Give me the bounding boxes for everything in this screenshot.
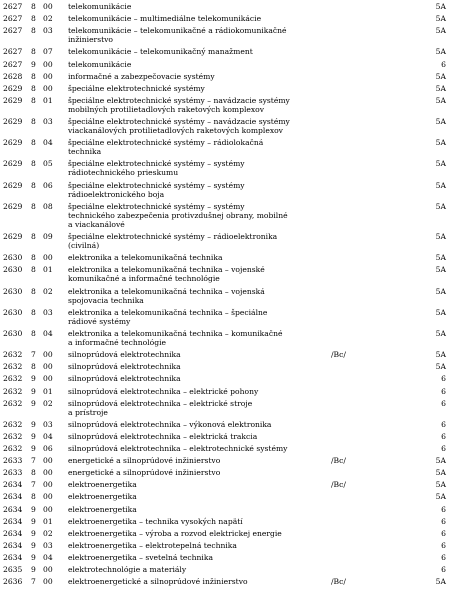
code-level: 8 — [31, 138, 36, 148]
isced-level: 5A — [435, 456, 446, 466]
code-sub: 00 — [43, 2, 53, 11]
code-sub: 04 — [43, 552, 53, 562]
table-row — [0, 26, 457, 44]
isced-level: 5A — [435, 26, 446, 36]
code-sub: 07 — [43, 47, 53, 57]
code-level: 9 — [31, 374, 36, 384]
table-row — [0, 2, 457, 11]
isced-level: 5A — [435, 480, 446, 490]
code-sub: 02 — [43, 398, 53, 408]
field-name-line: silnoprúdová elektrotechnika – elektrická trakcia — [68, 431, 258, 441]
table-row — [0, 159, 457, 177]
code-sub: 03 — [43, 117, 53, 126]
field-name-line: elektronika a telekomunikačná technika – komunikačné — [68, 329, 283, 338]
code-main: 2627 — [3, 47, 23, 57]
field-name — [68, 577, 330, 586]
table-row — [0, 374, 457, 383]
code-sub: 09 — [43, 232, 53, 242]
field-name-line: silnoprúdová elektrotechnika — [68, 350, 181, 360]
degree-mark: /Bc/ — [331, 480, 346, 490]
field-name — [68, 374, 330, 383]
code-sub: 02 — [43, 528, 53, 538]
table-row — [0, 420, 457, 429]
code-sub: 00 — [43, 565, 53, 574]
field-name-line: špeciálne elektrotechnické systémy – navádzacie systémy — [68, 95, 290, 105]
field-name — [68, 399, 330, 417]
field-name — [68, 529, 330, 538]
code-main: 2627 — [3, 14, 23, 24]
isced-level: 6 — [441, 516, 446, 526]
field-name — [68, 2, 330, 11]
field-name-line: telekomunikácie – telekomunikačný manažment — [68, 47, 253, 57]
field-name — [68, 72, 330, 81]
field-name — [68, 565, 330, 574]
isced-level: 5A — [435, 307, 446, 317]
field-name-line: telekomunikácie — [68, 59, 132, 69]
table-row — [0, 181, 457, 199]
code-sub: 01 — [43, 95, 53, 105]
table-row — [0, 308, 457, 326]
field-name — [68, 26, 330, 44]
isced-level: 6 — [441, 565, 446, 574]
code-main: 2632 — [3, 386, 23, 396]
field-name-line: (civilná) — [68, 241, 100, 251]
code-sub: 05 — [43, 159, 53, 169]
code-sub: 00 — [43, 577, 53, 587]
code-main: 2629 — [3, 83, 23, 93]
code-sub: 04 — [43, 138, 53, 148]
isced-level: 6 — [441, 386, 446, 396]
isced-level: 5A — [435, 83, 446, 93]
table-row — [0, 432, 457, 441]
field-name-line: špeciálne elektrotechnické systémy – systémy — [68, 180, 245, 190]
code-sub: 04 — [43, 329, 53, 338]
code-sub: 03 — [43, 26, 53, 36]
field-name-line: silnoprúdová elektrotechnika — [68, 374, 181, 384]
field-name-line: špeciálne elektrotechnické systémy – rádiolokačná — [68, 138, 264, 148]
code-main: 2632 — [3, 362, 23, 372]
degree-mark: /Bc/ — [331, 577, 346, 587]
isced-level: 6 — [441, 59, 446, 69]
field-name-line: silnoprúdová elektrotechnika – elektrické stroje — [68, 398, 253, 408]
code-sub: 03 — [43, 540, 53, 550]
code-sub: 00 — [43, 71, 53, 81]
field-name — [68, 517, 330, 526]
code-main: 2634 — [3, 492, 23, 502]
field-name — [68, 117, 330, 135]
isced-level: 6 — [441, 504, 446, 514]
code-main: 2634 — [3, 516, 23, 526]
field-name-line: inžinierstvo — [68, 35, 114, 45]
table-row — [0, 72, 457, 81]
degree-mark: /Bc/ — [331, 456, 346, 466]
field-name — [68, 181, 330, 199]
code-main: 2630 — [3, 329, 23, 338]
table-row — [0, 117, 457, 135]
field-name — [68, 432, 330, 441]
code-level: 8 — [31, 307, 36, 317]
field-name-line: spojovacia technika — [68, 295, 144, 305]
code-level: 9 — [31, 504, 36, 514]
code-sub: 08 — [43, 201, 53, 211]
table-row — [0, 541, 457, 550]
table-row — [0, 399, 457, 417]
field-name — [68, 138, 330, 156]
code-sub: 04 — [43, 431, 53, 441]
code-level: 8 — [31, 362, 36, 372]
code-level: 8 — [31, 83, 36, 93]
isced-level: 5A — [435, 253, 446, 263]
table-row — [0, 329, 457, 347]
code-level: 8 — [31, 26, 36, 36]
code-level: 9 — [31, 431, 36, 441]
code-level: 8 — [31, 329, 36, 338]
code-main: 2628 — [3, 71, 23, 81]
isced-level: 5A — [435, 286, 446, 296]
code-sub: 00 — [43, 374, 53, 384]
field-name — [68, 362, 330, 371]
code-level: 8 — [31, 95, 36, 105]
field-name-line: špeciálne elektrotechnické systémy — [68, 83, 205, 93]
code-level: 8 — [31, 468, 36, 478]
isced-level: 5A — [435, 117, 446, 126]
field-name-line: elektronika a telekomunikačná technika – špeciálne — [68, 307, 268, 317]
code-sub: 00 — [43, 350, 53, 360]
code-main: 2630 — [3, 265, 23, 275]
table-row — [0, 577, 457, 586]
isced-level: 5A — [435, 201, 446, 211]
field-name-line: a viackanálové — [68, 219, 125, 229]
code-main: 2629 — [3, 159, 23, 169]
code-main: 2634 — [3, 480, 23, 490]
isced-level: 5A — [435, 180, 446, 190]
isced-level: 5A — [435, 138, 446, 148]
code-level: 8 — [31, 159, 36, 169]
code-sub: 00 — [43, 253, 53, 263]
code-main: 2633 — [3, 456, 23, 466]
isced-level: 5A — [435, 350, 446, 360]
field-name-line: silnoprúdová elektrotechnika – elektrotechnické systémy — [68, 444, 288, 453]
code-main: 2632 — [3, 350, 23, 360]
isced-level: 5A — [435, 362, 446, 372]
isced-level: 6 — [441, 540, 446, 550]
isced-level: 5A — [435, 265, 446, 275]
isced-level: 5A — [435, 468, 446, 478]
isced-level: 5A — [435, 232, 446, 242]
code-main: 2634 — [3, 528, 23, 538]
table-row — [0, 287, 457, 305]
field-name-line: mobilných protilietadlových raketových komplexov — [68, 104, 265, 114]
isced-level: 5A — [435, 71, 446, 81]
code-level: 9 — [31, 59, 36, 69]
field-name — [68, 265, 330, 283]
isced-level: 6 — [441, 398, 446, 408]
code-level: 9 — [31, 444, 36, 453]
field-name-line: technika — [68, 147, 102, 157]
table-row — [0, 84, 457, 93]
code-sub: 02 — [43, 14, 53, 24]
field-name-line: elektronika a telekomunikačná technika – vojenské — [68, 265, 265, 275]
table-row — [0, 480, 457, 489]
table-row — [0, 232, 457, 250]
code-level: 8 — [31, 71, 36, 81]
code-main: 2629 — [3, 201, 23, 211]
table-row — [0, 265, 457, 283]
code-main: 2629 — [3, 138, 23, 148]
code-level: 7 — [31, 577, 36, 587]
code-sub: 01 — [43, 265, 53, 275]
isced-level: 6 — [441, 444, 446, 453]
isced-level: 6 — [441, 552, 446, 562]
field-name — [68, 387, 330, 396]
code-main: 2630 — [3, 286, 23, 296]
field-name-line: elektroenergetika — [68, 480, 137, 490]
field-name-line: technického zabezpečenia protivzdušnej obrany, mobilné — [68, 210, 288, 220]
field-name-line: elektrotechnológie a materiály — [68, 565, 187, 574]
code-sub: 00 — [43, 362, 53, 372]
code-level: 9 — [31, 398, 36, 408]
field-name-line: komunikačné a informačné technológie — [68, 274, 220, 284]
field-name-line: elektronika a telekomunikačná technika – vojenská — [68, 286, 265, 296]
code-sub: 00 — [43, 504, 53, 514]
isced-level: 6 — [441, 374, 446, 384]
code-main: 2634 — [3, 540, 23, 550]
code-main: 2629 — [3, 232, 23, 242]
field-name — [68, 14, 330, 23]
code-level: 7 — [31, 480, 36, 490]
field-name-line: špeciálne elektrotechnické systémy – systémy — [68, 201, 245, 211]
field-name — [68, 60, 330, 69]
field-name — [68, 505, 330, 514]
table-row — [0, 60, 457, 69]
code-level: 8 — [31, 492, 36, 502]
field-name-line: energetické a silnoprúdové inžinierstvo — [68, 468, 221, 478]
code-level: 9 — [31, 516, 36, 526]
code-level: 8 — [31, 265, 36, 275]
field-name — [68, 253, 330, 262]
field-name-line: rádiové systémy — [68, 316, 131, 326]
isced-level: 5A — [435, 159, 446, 169]
code-sub: 03 — [43, 419, 53, 429]
degree-mark: /Bc/ — [331, 350, 346, 360]
isced-level: 5A — [435, 47, 446, 57]
code-sub: 00 — [43, 480, 53, 490]
code-sub: 01 — [43, 516, 53, 526]
table-row — [0, 529, 457, 538]
field-name — [68, 553, 330, 562]
field-name-line: viackanálových protilietadlových raketových komplexov — [68, 126, 283, 136]
code-main: 2634 — [3, 552, 23, 562]
code-level: 8 — [31, 253, 36, 263]
field-name — [68, 47, 330, 56]
code-level: 9 — [31, 528, 36, 538]
field-name — [68, 232, 330, 250]
code-main: 2632 — [3, 419, 23, 429]
table-row — [0, 492, 457, 501]
code-main: 2632 — [3, 398, 23, 408]
table-row — [0, 505, 457, 514]
table-row — [0, 47, 457, 56]
field-name — [68, 420, 330, 429]
code-level: 9 — [31, 540, 36, 550]
table-row — [0, 387, 457, 396]
table-row — [0, 468, 457, 477]
code-level: 8 — [31, 180, 36, 190]
field-name-line: rádiotechnického prieskumu — [68, 168, 179, 178]
code-main: 2635 — [3, 565, 23, 574]
isced-level: 6 — [441, 528, 446, 538]
field-name — [68, 96, 330, 114]
isced-level: 5A — [435, 95, 446, 105]
field-name-line: silnoprúdová elektrotechnika – elektrické pohony — [68, 386, 259, 396]
code-main: 2636 — [3, 577, 23, 587]
code-sub: 00 — [43, 456, 53, 466]
field-name-line: a informačné technológie — [68, 338, 166, 348]
code-level: 8 — [31, 232, 36, 242]
code-level: 8 — [31, 117, 36, 126]
field-name — [68, 329, 330, 347]
field-name-line: špeciálne elektrotechnické systémy – rádioelektronika — [68, 232, 278, 242]
field-name-line: špeciálne elektrotechnické systémy – systémy — [68, 159, 245, 169]
table-row — [0, 96, 457, 114]
field-name-line: energetické a silnoprúdové inžinierstvo — [68, 456, 221, 466]
code-sub: 00 — [43, 83, 53, 93]
code-main: 2627 — [3, 26, 23, 36]
code-level: 8 — [31, 201, 36, 211]
code-main: 2629 — [3, 95, 23, 105]
code-sub: 01 — [43, 386, 53, 396]
field-name-line: elektroenergetika — [68, 492, 137, 502]
code-main: 2632 — [3, 431, 23, 441]
code-main: 2630 — [3, 253, 23, 263]
code-level: 9 — [31, 565, 36, 574]
code-main: 2629 — [3, 117, 23, 126]
code-main: 2627 — [3, 2, 23, 11]
field-name-line: telekomunikácie – telekomunikačné a rádiokomunikačné — [68, 26, 287, 36]
code-main: 2632 — [3, 444, 23, 453]
field-name-line: informačné a zabezpečovacie systémy — [68, 71, 215, 81]
isced-level: 6 — [441, 431, 446, 441]
code-sub: 06 — [43, 180, 53, 190]
field-name-line: silnoprúdová elektrotechnika – výkonová elektronika — [68, 419, 272, 429]
field-name-line: rádioelektronického boja — [68, 189, 165, 199]
field-name — [68, 456, 330, 465]
code-main: 2634 — [3, 504, 23, 514]
table-row — [0, 553, 457, 562]
field-name — [68, 308, 330, 326]
code-main: 2633 — [3, 468, 23, 478]
field-name — [68, 541, 330, 550]
table-row — [0, 253, 457, 262]
code-level: 9 — [31, 386, 36, 396]
code-sub: 03 — [43, 307, 53, 317]
isced-level: 5A — [435, 14, 446, 24]
code-sub: 02 — [43, 286, 53, 296]
code-level: 8 — [31, 286, 36, 296]
code-level: 8 — [31, 14, 36, 24]
table-row — [0, 517, 457, 526]
code-level: 9 — [31, 552, 36, 562]
code-level: 8 — [31, 2, 36, 11]
field-name — [68, 202, 330, 229]
isced-level: 5A — [435, 492, 446, 502]
code-sub: 00 — [43, 492, 53, 502]
code-level: 7 — [31, 456, 36, 466]
field-name — [68, 468, 330, 477]
table-row — [0, 565, 457, 574]
isced-level: 6 — [441, 419, 446, 429]
isced-level: 5A — [435, 329, 446, 338]
code-main: 2630 — [3, 307, 23, 317]
table-row — [0, 362, 457, 371]
field-name — [68, 350, 330, 359]
field-name-line: elektronika a telekomunikačná technika — [68, 253, 223, 263]
code-sub: 06 — [43, 444, 53, 453]
code-level: 8 — [31, 47, 36, 57]
field-name-line: telekomunikácie – multimediálne telekomunikácie — [68, 14, 262, 24]
field-name — [68, 159, 330, 177]
field-name-line: elektroenergetika – technika vysokých napätí — [68, 516, 243, 526]
code-level: 7 — [31, 350, 36, 360]
field-name — [68, 84, 330, 93]
field-name-line: silnoprúdová elektrotechnika — [68, 362, 181, 372]
code-sub: 00 — [43, 59, 53, 69]
code-level: 9 — [31, 419, 36, 429]
table-row — [0, 444, 457, 453]
table-row — [0, 14, 457, 23]
field-name — [68, 287, 330, 305]
code-sub: 00 — [43, 468, 53, 478]
table-row — [0, 202, 457, 229]
field-name-line: elektroenergetika – výroba a rozvod elektrickej energie — [68, 528, 282, 538]
code-main: 2629 — [3, 180, 23, 190]
field-name-line: elektroenergetika – svetelná technika — [68, 552, 213, 562]
code-main: 2632 — [3, 374, 23, 384]
field-name-line: špeciálne elektrotechnické systémy – navádzacie systémy — [68, 117, 290, 126]
table-row — [0, 350, 457, 359]
field-name-line: elektroenergetické a silnoprúdové inžinierstvo — [68, 577, 248, 587]
field-name-line: elektroenergetika – elektrotepelná technika — [68, 540, 237, 550]
field-name-line: telekomunikácie — [68, 2, 132, 11]
code-main: 2627 — [3, 59, 23, 69]
field-name — [68, 444, 330, 453]
table-row — [0, 138, 457, 156]
field-name-line: elektroenergetika — [68, 504, 137, 514]
field-name — [68, 492, 330, 501]
field-name — [68, 480, 330, 489]
isced-level: 5A — [435, 577, 446, 587]
isced-level: 5A — [435, 2, 446, 11]
field-name-line: a prístroje — [68, 407, 108, 417]
table-row — [0, 456, 457, 465]
